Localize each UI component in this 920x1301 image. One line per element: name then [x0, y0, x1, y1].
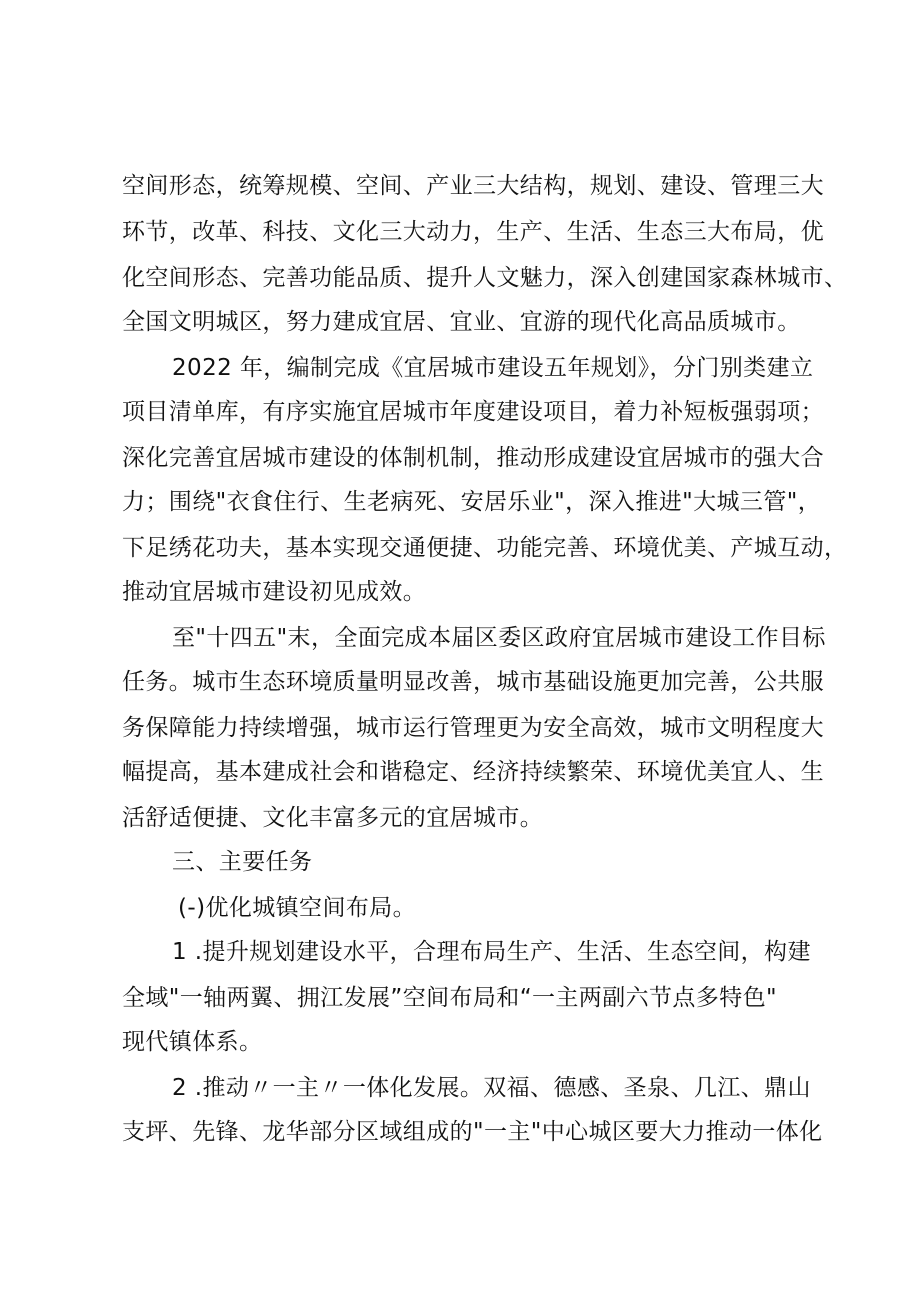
text-line-9: 下足绣花功夫，基本实现交通便捷、功能完善、环境优美、产城互动，: [122, 535, 848, 561]
text-line-7: 深化完善宜居城市建设的体制机制，推动形成建设宜居城市的强大合: [122, 445, 824, 471]
text-line-6: 项目清单库，有序实施宜居城市年度建设项目，着力补短板强弱项；: [122, 399, 824, 425]
text-line-5: 2022 年，编制完成《宜居城市建设五年规划》，分门别类建立: [172, 355, 814, 381]
text-line-10: 推动宜居城市建设初见成效。: [122, 579, 427, 605]
text-line-21: 2 .推动〃一主〃一体化发展。双福、德感、圣泉、几江、鼎山: [172, 1075, 811, 1101]
text-line-22: 支坪、先锋、龙华部分区域组成的"一主"中心城区要大力推动一体化: [122, 1119, 823, 1145]
section-heading: 三、主要任务: [172, 849, 313, 875]
text-line-8: 力；围绕"衣食住行、生老病死、安居乐业"，深入推进"大城三管"，: [122, 489, 822, 515]
text-line-13: 务保障能力持续增强，城市运行管理更为安全高效，城市文明程度大: [122, 715, 824, 741]
text-line-2: 环节，改革、科技、文化三大动力，生产、生活、生态三大布局，优: [122, 219, 824, 245]
subsection-heading: (-)优化城镇空间布局。: [178, 895, 417, 921]
text-line-4: 全国文明城区，努力建成宜居、宜业、宜游的现代化高品质城市。: [122, 309, 801, 335]
text-line-20: 现代镇体系。: [122, 1029, 263, 1055]
text-line-19: 全域"一轴两翼、拥江发展”空间布局和“一主两副六节点多特色": [122, 985, 777, 1011]
text-line-12: 任务。城市生态环境质量明显改善，城市基础设施更加完善，公共服: [122, 669, 824, 695]
text-line-1: 空间形态，统筹规模、空间、产业三大结构，规划、建设、管理三大: [122, 173, 824, 199]
text-line-3: 化空间形态、完善功能品质、提升人文魅力，深入创建国家森林城市、: [122, 265, 848, 291]
text-line-15: 活舒适便捷、文化丰富多元的宜居城市。: [122, 805, 544, 831]
text-line-18: 1 .提升规划建设水平，合理布局生产、生活、生态空间，构建: [172, 939, 811, 965]
text-line-11: 至"十四五"末，全面完成本届区委区政府宜居城市建设工作目标: [172, 625, 826, 651]
text-line-14: 幅提高，基本建成社会和谐稳定、经济持续繁荣、环境优美宜人、生: [122, 759, 824, 785]
